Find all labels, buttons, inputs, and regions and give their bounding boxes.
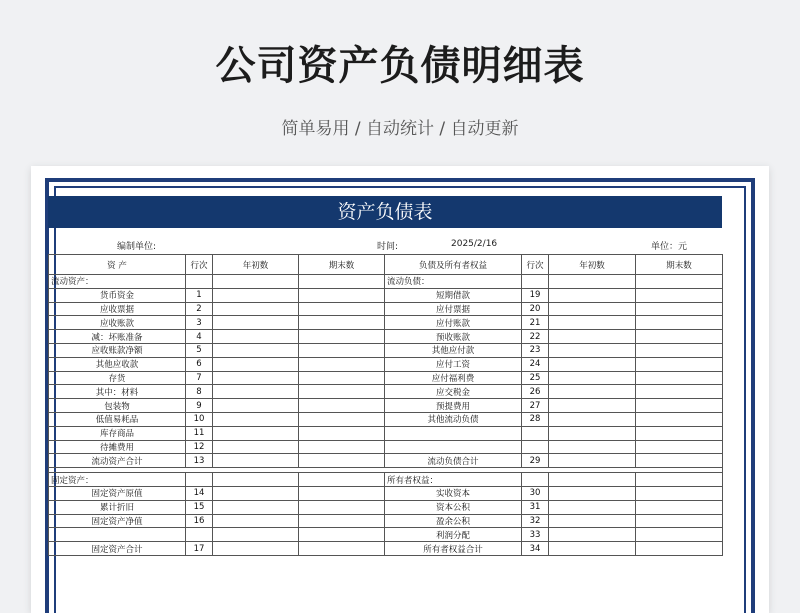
liability-opening-cell[interactable] (549, 440, 636, 454)
asset-opening-cell[interactable] (213, 542, 299, 556)
liability-opening-cell[interactable] (549, 486, 636, 500)
asset-opening-cell[interactable] (213, 399, 299, 413)
liability-line-no: 19 (522, 288, 549, 302)
liability-closing-cell[interactable] (636, 330, 723, 344)
asset-item (49, 528, 186, 542)
liability-item: 所有者权益： (385, 473, 522, 487)
asset-line-no: 17 (186, 542, 213, 556)
asset-closing-cell[interactable] (299, 514, 385, 528)
table-row (49, 330, 723, 344)
liability-opening-cell[interactable] (549, 412, 636, 426)
asset-line-no: 5 (186, 343, 213, 357)
liability-item: 应付账款 (385, 316, 522, 330)
liability-item: 应交税金 (385, 385, 522, 399)
asset-closing-cell[interactable] (299, 500, 385, 514)
table-row (49, 500, 723, 514)
table-row (49, 440, 723, 454)
liability-opening-cell[interactable] (549, 316, 636, 330)
liability-line-no: 34 (522, 542, 549, 556)
table-row (49, 385, 723, 399)
asset-item: 其中：材料 (49, 385, 186, 399)
asset-line-no: 3 (186, 316, 213, 330)
liability-item: 应付票据 (385, 302, 522, 316)
asset-opening-cell[interactable] (213, 357, 299, 371)
asset-item: 应收票据 (49, 302, 186, 316)
asset-closing-cell[interactable] (299, 343, 385, 357)
asset-item: 待摊费用 (49, 440, 186, 454)
liability-line-no: 32 (522, 514, 549, 528)
liability-opening-cell[interactable] (549, 302, 636, 316)
liability-item: 资本公积 (385, 500, 522, 514)
liability-line-no: 27 (522, 399, 549, 413)
asset-line-no: 12 (186, 440, 213, 454)
table-row (49, 473, 723, 487)
asset-item: 应收账款净额 (49, 343, 186, 357)
asset-line-no (186, 473, 213, 487)
table-row (49, 399, 723, 413)
table-row (49, 486, 723, 500)
liability-opening-cell[interactable] (549, 426, 636, 440)
liability-closing-cell[interactable] (636, 343, 723, 357)
balance-table (48, 254, 723, 556)
liability-closing-cell[interactable] (636, 302, 723, 316)
asset-closing-cell[interactable] (299, 486, 385, 500)
liability-item: 预提费用 (385, 399, 522, 413)
col-header: 年初数 (213, 255, 299, 275)
liability-closing-cell[interactable] (636, 288, 723, 302)
liability-item: 实收资本 (385, 486, 522, 500)
asset-item: 累计折旧 (49, 500, 186, 514)
liability-line-no: 24 (522, 357, 549, 371)
liability-closing-cell[interactable] (636, 385, 723, 399)
asset-item: 库存商品 (49, 426, 186, 440)
currency-label: 单位：元 (651, 242, 688, 252)
liability-closing-cell[interactable] (636, 440, 723, 454)
col-header: 行次 (522, 255, 549, 275)
liability-line-no: 21 (522, 316, 549, 330)
liability-closing-cell[interactable] (636, 316, 723, 330)
liability-closing-cell[interactable] (636, 275, 723, 289)
liability-line-no: 31 (522, 500, 549, 514)
liability-closing-cell[interactable] (636, 542, 723, 556)
liability-closing-cell[interactable] (636, 486, 723, 500)
table-row (49, 302, 723, 316)
asset-line-no: 2 (186, 302, 213, 316)
table-row (49, 357, 723, 371)
asset-item: 货币资金 (49, 288, 186, 302)
asset-opening-cell[interactable] (213, 528, 299, 542)
liability-opening-cell[interactable] (549, 528, 636, 542)
liability-closing-cell[interactable] (636, 528, 723, 542)
asset-closing-cell[interactable] (299, 542, 385, 556)
table-row (49, 288, 723, 302)
liability-closing-cell[interactable] (636, 357, 723, 371)
liability-item (385, 440, 522, 454)
liability-line-no (522, 440, 549, 454)
liability-opening-cell[interactable] (549, 514, 636, 528)
asset-closing-cell[interactable] (299, 454, 385, 468)
liability-line-no: 22 (522, 330, 549, 344)
asset-line-no: 6 (186, 357, 213, 371)
liability-opening-cell[interactable] (549, 330, 636, 344)
asset-line-no (186, 275, 213, 289)
asset-opening-cell[interactable] (213, 500, 299, 514)
asset-closing-cell[interactable] (299, 357, 385, 371)
asset-item: 固定资产原值 (49, 486, 186, 500)
table-row (49, 454, 723, 468)
liability-opening-cell[interactable] (549, 371, 636, 385)
asset-closing-cell[interactable] (299, 316, 385, 330)
liability-closing-cell[interactable] (636, 514, 723, 528)
col-header: 年初数 (549, 255, 636, 275)
liability-item: 利润分配 (385, 528, 522, 542)
liability-line-no (522, 426, 549, 440)
asset-line-no: 14 (186, 486, 213, 500)
table-row (49, 528, 723, 542)
asset-line-no: 4 (186, 330, 213, 344)
asset-item: 固定资产： (49, 473, 186, 487)
col-header: 行次 (186, 255, 213, 275)
asset-line-no: 15 (186, 500, 213, 514)
liability-item: 短期借款 (385, 288, 522, 302)
liability-closing-cell[interactable] (636, 426, 723, 440)
asset-line-no: 11 (186, 426, 213, 440)
asset-closing-cell[interactable] (299, 330, 385, 344)
liability-line-no (522, 275, 549, 289)
table-row (49, 412, 723, 426)
asset-item: 固定资产净值 (49, 514, 186, 528)
asset-opening-cell[interactable] (213, 302, 299, 316)
liability-line-no: 33 (522, 528, 549, 542)
asset-closing-cell[interactable] (299, 426, 385, 440)
asset-closing-cell[interactable] (299, 371, 385, 385)
asset-item: 流动资产： (49, 275, 186, 289)
liability-item: 流动负债： (385, 275, 522, 289)
asset-closing-cell[interactable] (299, 440, 385, 454)
asset-opening-cell[interactable] (213, 454, 299, 468)
liability-line-no: 26 (522, 385, 549, 399)
table-row (49, 275, 723, 289)
liability-line-no: 25 (522, 371, 549, 385)
liability-line-no: 30 (522, 486, 549, 500)
asset-item: 应收账款 (49, 316, 186, 330)
asset-line-no (186, 528, 213, 542)
col-header: 资 产 (49, 255, 186, 275)
col-header: 负债及所有者权益 (385, 255, 522, 275)
liability-item (385, 426, 522, 440)
col-header: 期末数 (299, 255, 385, 275)
liability-item: 应付工资 (385, 357, 522, 371)
asset-opening-cell[interactable] (213, 371, 299, 385)
date-value: 2025/2/16 (451, 239, 498, 249)
asset-opening-cell[interactable] (213, 486, 299, 500)
asset-opening-cell[interactable] (213, 440, 299, 454)
asset-closing-cell[interactable] (299, 385, 385, 399)
table-row (49, 514, 723, 528)
asset-opening-cell[interactable] (213, 288, 299, 302)
asset-item: 包装物 (49, 399, 186, 413)
liability-opening-cell[interactable] (549, 343, 636, 357)
asset-closing-cell[interactable] (299, 302, 385, 316)
asset-item: 减：坏账准备 (49, 330, 186, 344)
asset-item: 固定资产合计 (49, 542, 186, 556)
asset-item: 存货 (49, 371, 186, 385)
asset-closing-cell[interactable] (299, 528, 385, 542)
asset-line-no: 13 (186, 454, 213, 468)
page-title: 公司资产负债明细表 (215, 43, 585, 89)
asset-opening-cell[interactable] (213, 316, 299, 330)
asset-line-no: 8 (186, 385, 213, 399)
liability-opening-cell[interactable] (549, 542, 636, 556)
liability-item: 盈余公积 (385, 514, 522, 528)
liability-opening-cell[interactable] (549, 357, 636, 371)
liability-opening-cell[interactable] (549, 473, 636, 487)
asset-opening-cell[interactable] (213, 385, 299, 399)
liability-item: 其他流动负债 (385, 412, 522, 426)
asset-opening-cell[interactable] (213, 330, 299, 344)
liability-closing-cell[interactable] (636, 473, 723, 487)
liability-closing-cell[interactable] (636, 399, 723, 413)
time-label: 时间: (377, 242, 399, 252)
liability-closing-cell[interactable] (636, 500, 723, 514)
asset-opening-cell[interactable] (213, 514, 299, 528)
asset-closing-cell[interactable] (299, 275, 385, 289)
asset-opening-cell[interactable] (213, 473, 299, 487)
unit-label: 编制单位: (117, 242, 157, 252)
page-subtitle: 简单易用 / 自动统计 / 自动更新 (281, 119, 519, 139)
liability-line-no: 20 (522, 302, 549, 316)
liability-item: 所有者权益合计 (385, 542, 522, 556)
liability-opening-cell[interactable] (549, 454, 636, 468)
liability-opening-cell[interactable] (549, 399, 636, 413)
asset-closing-cell[interactable] (299, 288, 385, 302)
table-row (49, 316, 723, 330)
asset-closing-cell[interactable] (299, 473, 385, 487)
asset-opening-cell[interactable] (213, 275, 299, 289)
liability-closing-cell[interactable] (636, 454, 723, 468)
liability-item: 流动负债合计 (385, 454, 522, 468)
asset-line-no: 10 (186, 412, 213, 426)
asset-line-no: 16 (186, 514, 213, 528)
liability-line-no: 28 (522, 412, 549, 426)
table-row (49, 542, 723, 556)
liability-opening-cell[interactable] (549, 500, 636, 514)
sheet-banner: 资产负债表 (48, 196, 722, 228)
table-row (49, 343, 723, 357)
table-row (49, 426, 723, 440)
liability-opening-cell[interactable] (549, 275, 636, 289)
header-row (49, 255, 723, 275)
col-header: 期末数 (636, 255, 723, 275)
liability-opening-cell[interactable] (549, 288, 636, 302)
liability-item: 其他应付款 (385, 343, 522, 357)
asset-item: 流动资产合计 (49, 454, 186, 468)
liability-closing-cell[interactable] (636, 371, 723, 385)
liability-line-no: 29 (522, 454, 549, 468)
asset-closing-cell[interactable] (299, 412, 385, 426)
asset-opening-cell[interactable] (213, 412, 299, 426)
asset-line-no: 7 (186, 371, 213, 385)
asset-line-no: 9 (186, 399, 213, 413)
asset-line-no: 1 (186, 288, 213, 302)
liability-line-no (522, 473, 549, 487)
liability-opening-cell[interactable] (549, 385, 636, 399)
liability-line-no: 23 (522, 343, 549, 357)
asset-opening-cell[interactable] (213, 426, 299, 440)
asset-closing-cell[interactable] (299, 399, 385, 413)
liability-closing-cell[interactable] (636, 412, 723, 426)
asset-item: 其他应收款 (49, 357, 186, 371)
table-row (49, 371, 723, 385)
asset-opening-cell[interactable] (213, 343, 299, 357)
asset-item: 低值易耗品 (49, 412, 186, 426)
liability-item: 预收账款 (385, 330, 522, 344)
balance-sheet-preview (31, 166, 769, 613)
liability-item: 应付福利费 (385, 371, 522, 385)
